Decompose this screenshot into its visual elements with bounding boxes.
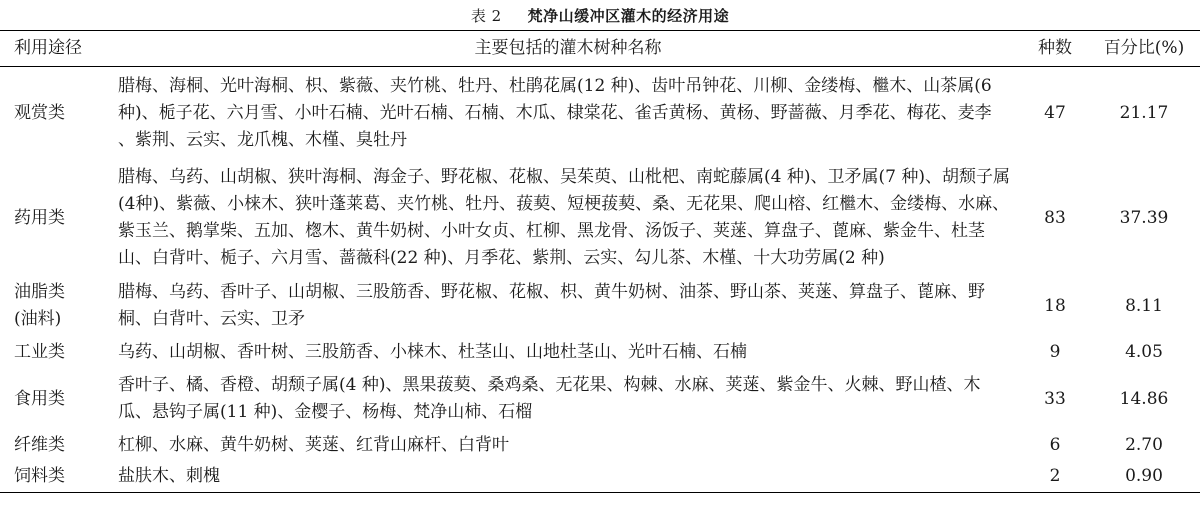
table-row	[0, 461, 1200, 493]
row-species: 腊梅、乌药、香叶子、山胡椒、三股筋香、野花椒、花椒、枳、黄牛奶树、油茶、野山茶、荚蒾、算盘子、蓖麻、野桐、白背叶、云实、卫矛	[118, 282, 985, 329]
row-percent: 2.70	[1125, 434, 1163, 455]
row-use: 观赏类	[14, 102, 65, 123]
row-use: 饲料类	[14, 466, 65, 486]
table-title: 梵净山缓冲区灌木的经济用途	[527, 7, 730, 25]
row-count: 47	[1044, 102, 1066, 123]
row-species: 杠柳、水麻、黄牛奶树、荚蒾、红背山麻杆、白背叶	[118, 434, 509, 455]
row-count: 9	[1049, 341, 1061, 362]
table-row	[0, 67, 1200, 160]
row-use: 纤维类	[14, 434, 65, 455]
row-count: 2	[1049, 466, 1061, 486]
economic-use-table	[0, 30, 1200, 493]
row-use: 工业类	[14, 341, 65, 362]
header-count: 种数	[1038, 38, 1072, 58]
row-use: 食用类	[14, 388, 65, 409]
table-caption	[0, 0, 1200, 30]
row-percent: 4.05	[1125, 341, 1163, 362]
row-percent: 21.17	[1119, 102, 1169, 123]
row-percent: 8.11	[1125, 295, 1163, 316]
table-row	[0, 277, 1200, 335]
row-species: 腊梅、乌药、山胡椒、狭叶海桐、海金子、野花椒、花椒、吴茱萸、山枇杷、南蛇藤属(4 种)、卫矛属(7 种)、胡颓子属(4种)、紫薇、小梾木、狭叶蓬莱葛、夹竹桃、牡丹、菝葜、短梗菝葜、桑、无花果、爬山榕、红檵木、金缕梅、水麻、紫玉兰、鹅掌柴、五加、楤木、黄牛奶树、小叶女贞、杠柳、黑龙骨、汤饭子、荚蒾、算盘子、蓖麻、紫金牛、杜茎山、白背叶、栀子、六月雪、蔷薇科(22 种)、月季花、紫荆、云实、勾儿茶、木槿、十大功劳属(2 种)	[118, 167, 1010, 268]
header-species: 主要包括的灌木树种名称	[474, 38, 662, 58]
table-row	[0, 159, 1200, 277]
table-header-row	[0, 31, 1200, 67]
row-species: 盐肤木、刺槐	[118, 466, 220, 486]
row-species: 腊梅、海桐、光叶海桐、枳、紫薇、夹竹桃、牡丹、杜鹃花属(12 种)、齿叶吊钟花、川柳、金缕梅、檵木、山茶属(6 种)、栀子花、六月雪、小叶石楠、光叶石楠、石楠、木瓜、棣棠花、雀舌黄杨、黄杨、野蔷薇、月季花、梅花、麦李 、紫荆、云实、龙爪槐、木槿、臭牡丹	[118, 75, 992, 150]
row-percent: 37.39	[1119, 207, 1169, 228]
row-percent: 0.90	[1125, 466, 1163, 486]
row-count: 33	[1044, 388, 1066, 409]
table-row	[0, 335, 1200, 369]
table-row	[0, 369, 1200, 429]
row-species: 香叶子、橘、香橙、胡颓子属(4 种)、黑果菝葜、桑鸡桑、无花果、构棘、水麻、荚蒾、紫金牛、火棘、野山楂、木瓜、悬钩子属(11 种)、金樱子、杨梅、梵净山柿、石榴	[118, 375, 981, 422]
row-count: 83	[1044, 207, 1066, 228]
row-use: 药用类	[14, 207, 65, 228]
table-row	[0, 429, 1200, 461]
row-count: 18	[1044, 295, 1066, 316]
row-species: 乌药、山胡椒、香叶树、三股筋香、小梾木、杜茎山、山地杜茎山、光叶石楠、石楠	[118, 341, 747, 362]
header-percent: 百分比(%)	[1103, 38, 1185, 58]
row-count: 6	[1049, 434, 1061, 455]
header-use: 利用途径	[14, 38, 82, 58]
row-percent: 14.86	[1119, 388, 1169, 409]
table-number: 表 2	[470, 7, 502, 25]
row-use: 油脂类 (油料)	[14, 282, 65, 329]
